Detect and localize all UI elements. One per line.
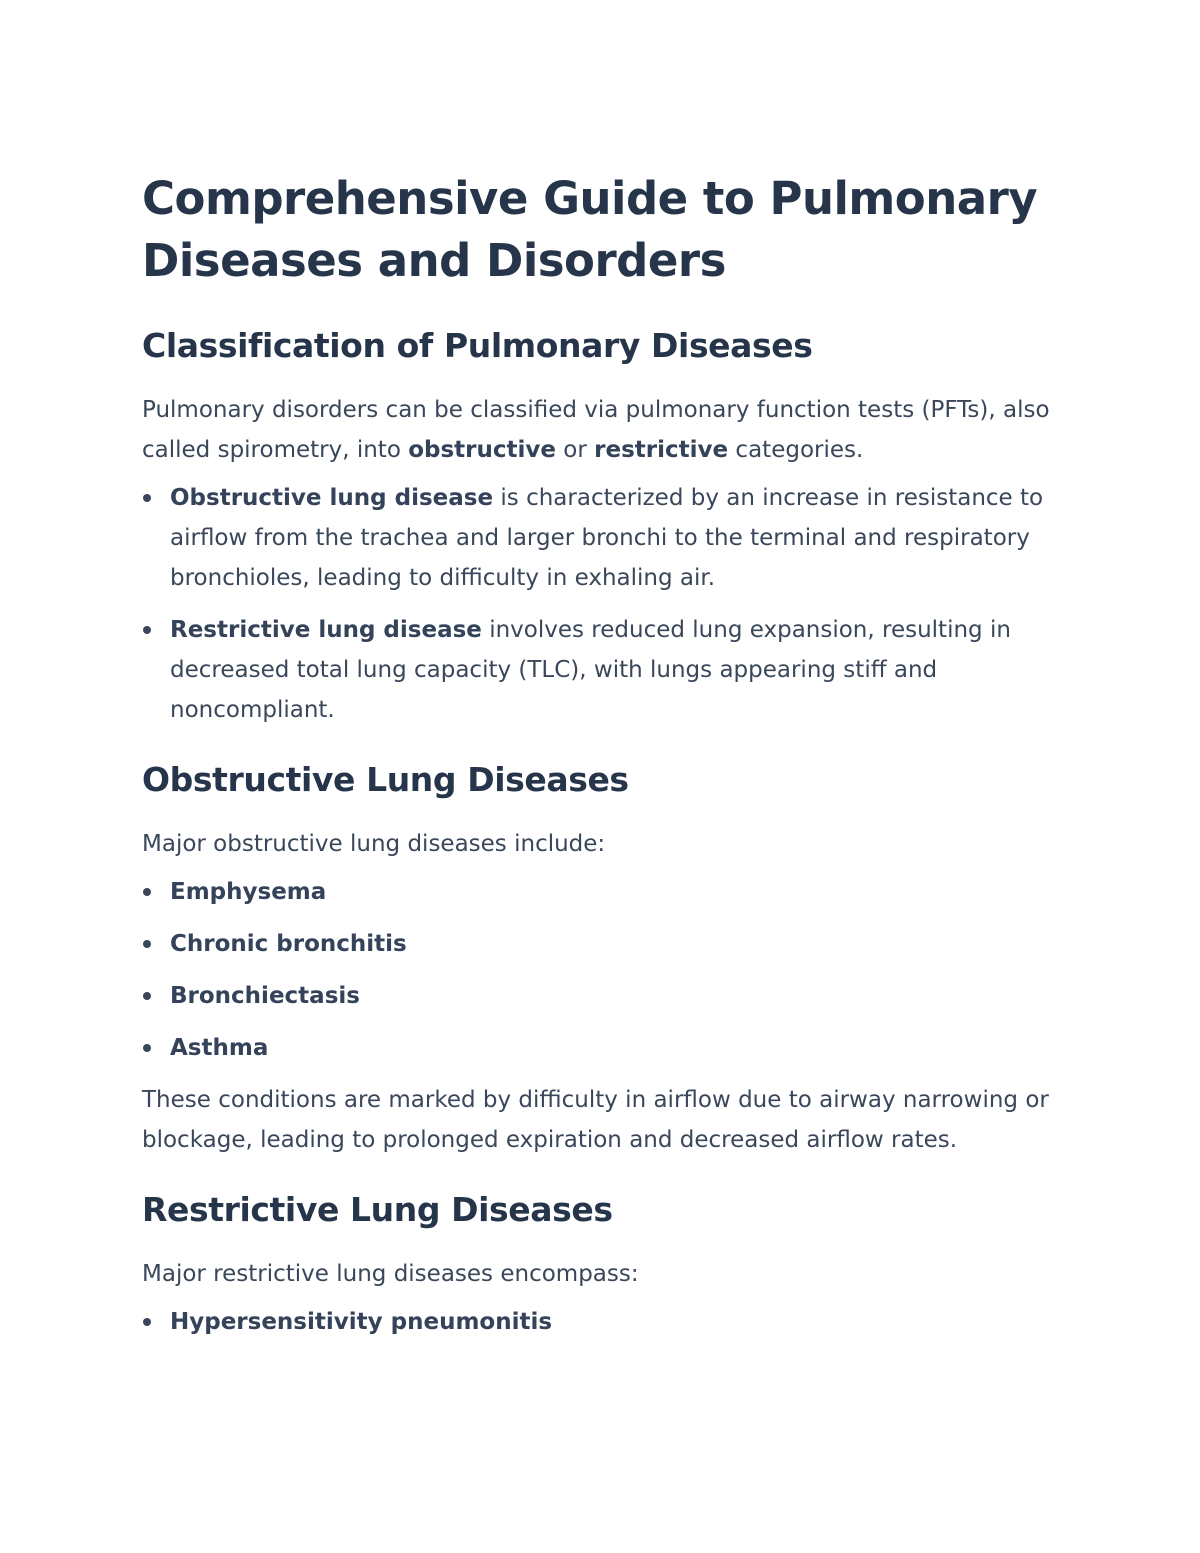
list-item <box>142 976 1062 1016</box>
restrictive-intro: Major restrictive lung diseases encompass: <box>142 1261 639 1287</box>
obstructive-outro: These conditions are marked by difficulty in airflow due to airway narrowing or blockage, leading to prolonged expiration and decreased airflow rates. <box>142 1087 1049 1153</box>
list-item-text: involves reduced lung expansion, resulting in decreased total lung capacity (TLC), with lungs appearing stiff and noncompliant. <box>170 617 1011 723</box>
intro-bold-obstructive: obstructive <box>408 437 556 463</box>
list-item-term: Chronic bronchitis <box>170 931 407 957</box>
page-title: Comprehensive Guide to Pulmonary Diseases and Disorders <box>142 172 1038 287</box>
list-item-text: is characterized by an increase in resistance to airflow from the trachea and larger bronchi to the terminal and respiratory bronchioles, leading to difficulty in exhaling air. <box>170 485 1044 591</box>
intro-text-3: categories. <box>728 437 864 463</box>
list-item <box>142 872 1062 912</box>
bullet-icon <box>143 1044 151 1052</box>
heading-classification: Classification of Pulmonary Diseases <box>142 326 813 365</box>
list-item <box>142 1302 1062 1342</box>
intro-text-1: Pulmonary disorders can be classified via pulmonary function tests (PFTs), also called spirometry, into <box>142 397 1050 463</box>
list-item <box>142 924 1062 964</box>
document-page <box>142 168 1062 1354</box>
list-item-term: Restrictive lung disease <box>170 617 482 643</box>
list-item <box>142 1028 1062 1068</box>
list-item-term: Emphysema <box>170 879 327 905</box>
bullet-icon <box>143 1318 151 1326</box>
list-item-term: Asthma <box>170 1035 269 1061</box>
heading-obstructive: Obstructive Lung Diseases <box>142 760 629 799</box>
list-item-term: Obstructive lung disease <box>170 485 494 511</box>
obstructive-list <box>142 872 1062 1068</box>
heading-restrictive: Restrictive Lung Diseases <box>142 1190 613 1229</box>
list-item-term: Hypersensitivity pneumonitis <box>170 1309 553 1335</box>
bullet-icon <box>143 494 151 502</box>
bullet-icon <box>143 992 151 1000</box>
list-item <box>142 610 1062 730</box>
bullet-icon <box>143 626 151 634</box>
intro-text-2: or <box>556 437 595 463</box>
obstructive-intro: Major obstructive lung diseases include: <box>142 831 606 857</box>
list-item <box>142 478 1062 598</box>
list-item-term: Bronchiectasis <box>170 983 360 1009</box>
intro-bold-restrictive: restrictive <box>594 437 729 463</box>
bullet-icon <box>143 940 151 948</box>
restrictive-list <box>142 1302 1062 1342</box>
bullet-icon <box>143 888 151 896</box>
classification-intro <box>142 390 1062 470</box>
classification-list <box>142 478 1062 730</box>
